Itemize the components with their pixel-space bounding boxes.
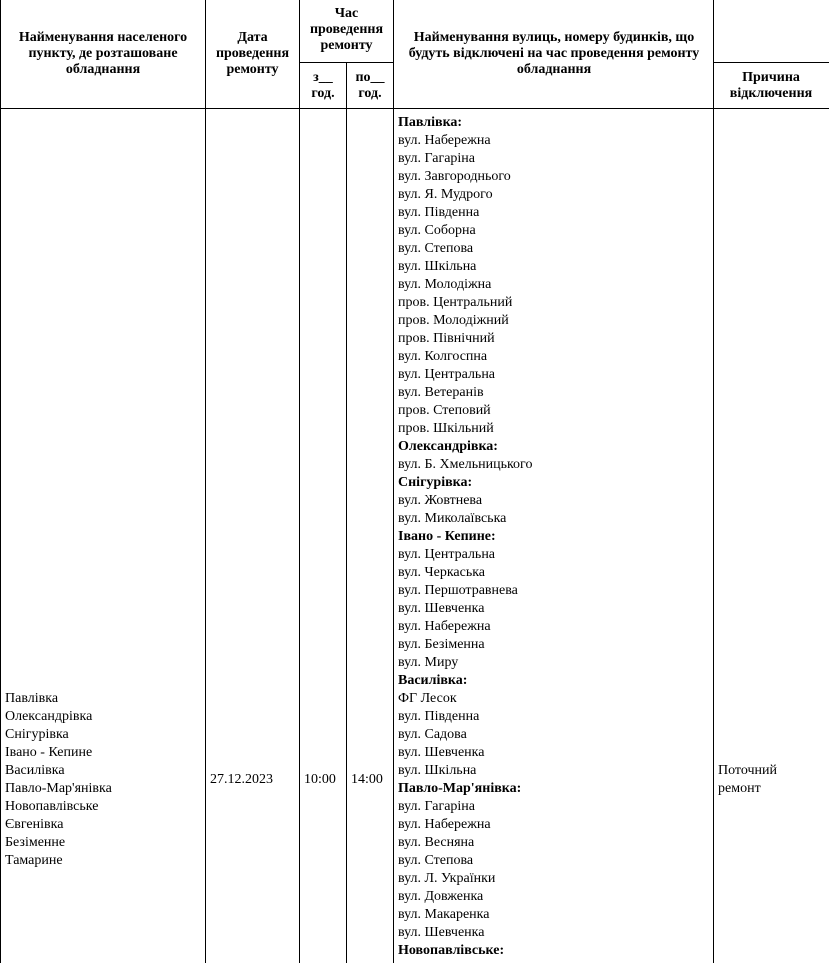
street-item: вул. Колгоспна (398, 349, 488, 364)
street-item: пров. Шкільний (398, 421, 494, 436)
grid-line (299, 62, 394, 63)
street-item: вул. Миру (398, 655, 459, 670)
street-item: вул. Миколаївська (398, 511, 507, 526)
header-time: Час проведення ремонту (309, 6, 384, 53)
header-settlement: Найменування населеного пункту, де розташоване обладнання (18, 30, 188, 77)
street-item: пров. Центральний (398, 295, 513, 310)
street-item: вул. Завгороднього (398, 169, 511, 184)
settlement-name: Новопавлівське (5, 799, 99, 814)
street-item: вул. Б. Хмельницького (398, 457, 533, 472)
street-item: вул. Ветеранів (398, 385, 484, 400)
grid-line (299, 0, 300, 963)
street-item: вул. Південна (398, 205, 480, 220)
header-reason: Причина відключення (729, 70, 813, 101)
street-item: вул. Молодіжна (398, 277, 492, 292)
street-item: пров. Степовий (398, 403, 491, 418)
outage-reason: Поточний ремонт (718, 763, 778, 796)
street-item: вул. Набережна (398, 817, 491, 832)
street-item: вул. Шевченка (398, 925, 485, 940)
settlement-name: Безіменне (5, 835, 66, 850)
street-item: вул. Л. Українки (398, 871, 496, 886)
street-item: вул. Соборна (398, 223, 476, 238)
street-item: вул. Степова (398, 853, 474, 868)
settlement-heading: Новопавлівське: (398, 943, 505, 958)
street-item: вул. Гагаріна (398, 151, 476, 166)
street-item: вул. Шевченка (398, 745, 485, 760)
street-item: вул. Я. Мудрого (398, 187, 493, 202)
settlement-name: Олександрівка (5, 709, 93, 724)
street-item: вул. Шкільна (398, 763, 477, 778)
street-item: вул. Центральна (398, 367, 496, 382)
header-streets: Найменування вулиць, номеру будинків, що будуть відключені на час проведення ремонту обладнання (408, 30, 700, 77)
street-item: вул. Набережна (398, 133, 491, 148)
street-list (398, 114, 710, 960)
street-item: ФГ Лесок (398, 691, 457, 706)
street-item: вул. Набережна (398, 619, 491, 634)
settlement-name: Павло-Мар'янівка (5, 781, 112, 796)
settlement-name: Тамарине (5, 853, 63, 868)
header-time-to: по__ год. (355, 70, 385, 101)
street-item: вул. Гагаріна (398, 799, 476, 814)
grid-line (713, 0, 714, 963)
settlement-heading: Івано - Кепине: (398, 529, 496, 544)
settlement-list (5, 690, 201, 870)
grid-line (393, 0, 394, 963)
settlement-heading: Снігурівка: (398, 475, 473, 490)
street-item: вул. Безіменна (398, 637, 485, 652)
street-item: вул. Жовтнева (398, 493, 483, 508)
header-time-from: з__ год. (311, 70, 335, 101)
grid-line (0, 0, 1, 963)
repair-date: 27.12.2023 (210, 772, 273, 787)
street-item: вул. Черкаська (398, 565, 486, 580)
header-date: Дата проведення ремонту (215, 30, 290, 77)
grid-line (346, 63, 347, 963)
settlement-name: Павлівка (5, 691, 59, 706)
grid-line (713, 62, 829, 63)
settlement-name: Снігурівка (5, 727, 69, 742)
street-item: вул. Довженка (398, 889, 484, 904)
time-from: 10:00 (304, 772, 336, 787)
street-item: вул. Весняна (398, 835, 475, 850)
settlement-name: Василівка (5, 763, 65, 778)
grid-line (205, 0, 206, 963)
street-item: вул. Центральна (398, 547, 496, 562)
settlement-heading: Василівка: (398, 673, 468, 688)
street-item: пров. Молодіжний (398, 313, 509, 328)
street-item: пров. Північний (398, 331, 495, 346)
settlement-heading: Павло-Мар'янівка: (398, 781, 522, 796)
time-to: 14:00 (351, 772, 383, 787)
street-item: вул. Шевченка (398, 601, 485, 616)
grid-line (0, 108, 829, 109)
street-item: вул. Південна (398, 709, 480, 724)
settlement-heading: Павлівка: (398, 115, 463, 130)
settlement-name: Євгенівка (5, 817, 64, 832)
street-item: вул. Степова (398, 241, 474, 256)
settlement-heading: Олександрівка: (398, 439, 498, 454)
street-item: вул. Макаренка (398, 907, 490, 922)
street-item: вул. Першотравнева (398, 583, 518, 598)
settlement-name: Івано - Кепине (5, 745, 93, 760)
street-item: вул. Шкільна (398, 259, 477, 274)
street-item: вул. Садова (398, 727, 467, 742)
